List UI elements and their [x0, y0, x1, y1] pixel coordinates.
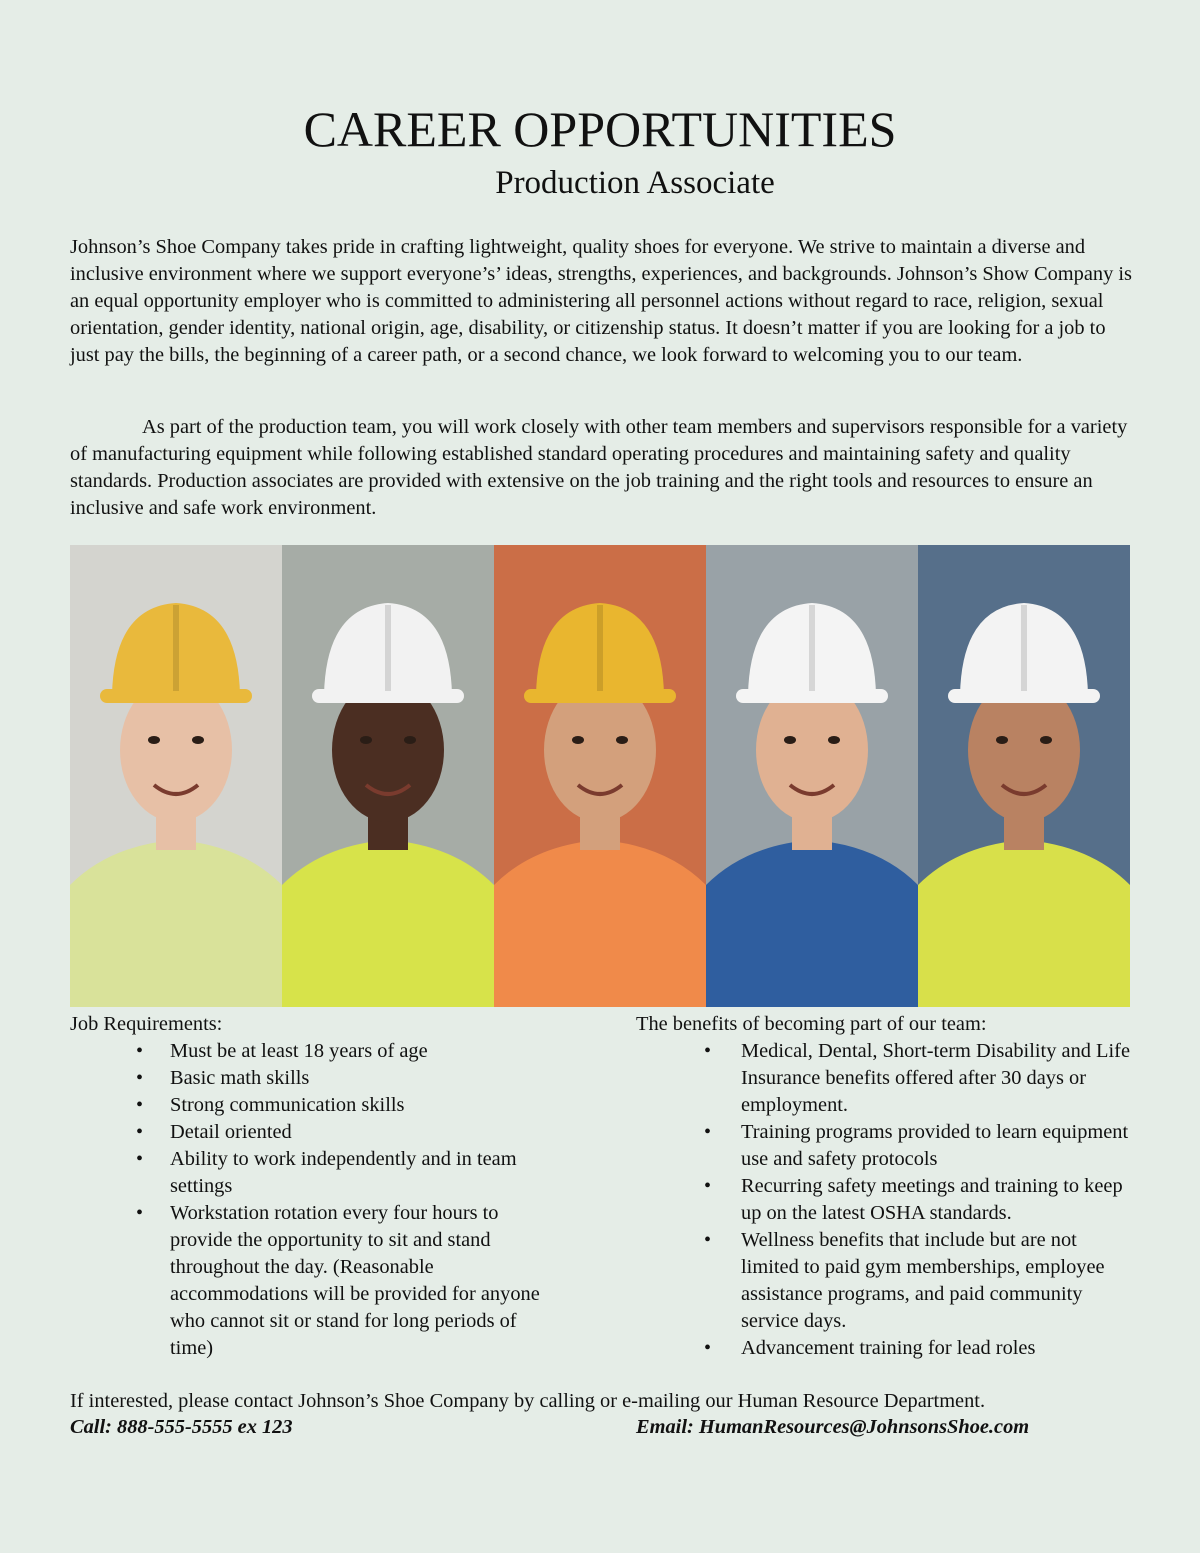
- eye: [192, 736, 204, 744]
- list-item: • Basic math skills: [70, 1065, 590, 1092]
- worker-photo: [70, 545, 282, 1007]
- eye: [828, 736, 840, 744]
- vest: [70, 840, 282, 1007]
- list-item: • Medical, Dental, Short-term Disability and Life Insurance benefits offered after 30 days or employment.: [636, 1038, 1136, 1119]
- hard-hat-brim: [100, 689, 252, 703]
- worker-photo-strip: [70, 545, 1130, 1007]
- vest: [706, 840, 918, 1007]
- job-requirements-section: [70, 1011, 590, 1362]
- list-item: • Wellness benefits that include but are not limited to paid gym memberships, employee assistance programs, and paid community service days.: [636, 1227, 1136, 1335]
- hard-hat-brim: [736, 689, 888, 703]
- eye: [572, 736, 584, 744]
- eye: [360, 736, 372, 744]
- benefits-section: [636, 1011, 1136, 1362]
- eye: [404, 736, 416, 744]
- vest: [918, 840, 1130, 1007]
- hard-hat-brim: [312, 689, 464, 703]
- phone-number[interactable]: Call: 888-555-5555 ex 123: [70, 1416, 293, 1438]
- worker-photo: [282, 545, 494, 1007]
- eye: [616, 736, 628, 744]
- benefits-list: [636, 1038, 1136, 1362]
- list-item: • Must be at least 18 years of age: [70, 1038, 590, 1065]
- hard-hat-brim: [948, 689, 1100, 703]
- eye: [996, 736, 1008, 744]
- list-item: • Advancement training for lead roles: [636, 1335, 1136, 1362]
- benefits-heading: The benefits of becoming part of our team:: [636, 1013, 987, 1035]
- list-item: • Recurring safety meetings and training to keep up on the latest OSHA standards.: [636, 1173, 1136, 1227]
- intro-paragraph-2: As part of the production team, you will work closely with other team members and supervisors responsible for a variety of manufacturing equipment while following established standard operating procedures and maintaining safety and quality standards. Production associates are provided with extensive on the job training and the right tools and resources to ensure an inclusive and safe work environment.: [70, 416, 1128, 519]
- eye: [784, 736, 796, 744]
- contact-instructions: If interested, please contact Johnson’s Shoe Company by calling or e-mailing our Human Resource Department.: [70, 1390, 986, 1412]
- vest: [494, 840, 706, 1007]
- eye: [148, 736, 160, 744]
- worker-photo: [494, 545, 706, 1007]
- email-address[interactable]: Email: HumanResources@JohnsonsShoe.com: [636, 1416, 1030, 1438]
- vest: [282, 840, 494, 1007]
- list-item: • Ability to work independently and in team settings: [70, 1146, 590, 1200]
- eye: [1040, 736, 1052, 744]
- list-item: • Strong communication skills: [70, 1092, 590, 1119]
- list-item: • Workstation rotation every four hours to provide the opportunity to sit and stand throughout the day. (Reasonable accommodations will be provided for anyone who cannot sit or stand for long periods of time): [70, 1200, 590, 1362]
- page-subtitle: Production Associate: [495, 165, 775, 201]
- intro-paragraph-1: Johnson’s Shoe Company takes pride in crafting lightweight, quality shoes for everyone. We strive to maintain a diverse and inclusive environment where we support everyone’s’ ideas, strengths, experiences, and backgrounds. Johnson’s Show Company is an equal opportunity employer who is committed to administering all personnel actions without regard to race, religion, sexual orientation, gender identity, national origin, age, disability, or citizenship status. It doesn’t matter if you are looking for a job to just pay the bills, the beginning of a career path, or a second chance, we look forward to welcoming you to our team.: [70, 236, 1132, 366]
- page-title: CAREER OPPORTUNITIES: [303, 101, 897, 157]
- job-requirements-heading: Job Requirements:: [70, 1013, 223, 1035]
- list-item: • Detail oriented: [70, 1119, 590, 1146]
- worker-photo: [918, 545, 1130, 1007]
- job-requirements-list: [70, 1038, 590, 1362]
- hard-hat-brim: [524, 689, 676, 703]
- list-item: • Training programs provided to learn equipment use and safety protocols: [636, 1119, 1136, 1173]
- worker-photo: [706, 545, 918, 1007]
